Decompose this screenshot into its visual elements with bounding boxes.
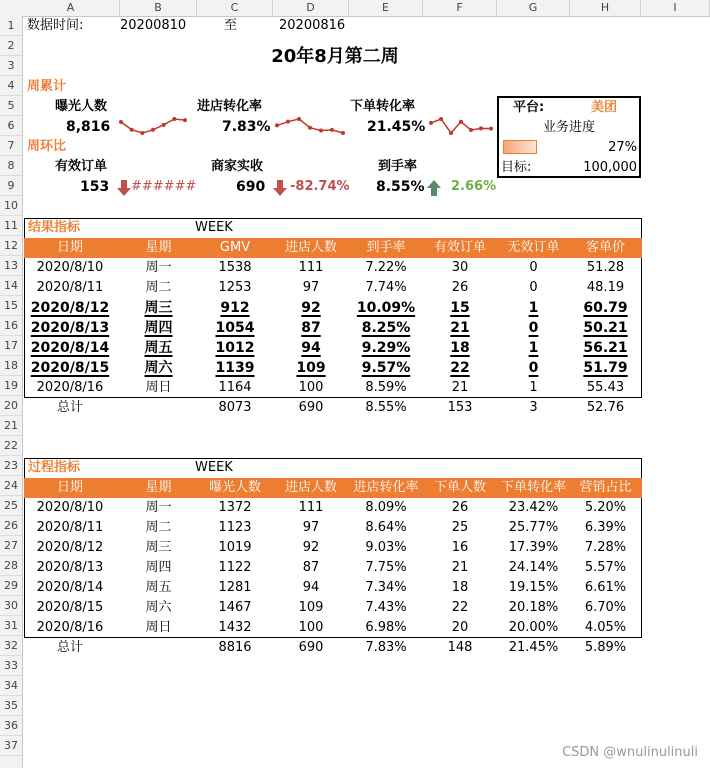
column-header: 星期 [145, 480, 172, 495]
table-cell[interactable]: 1538 [218, 260, 252, 275]
table-cell[interactable]: 8.09% [365, 500, 407, 515]
table-cell[interactable]: 55.43 [586, 380, 625, 395]
table-cell[interactable]: 111 [298, 500, 324, 515]
table-cell[interactable]: 1 [528, 300, 539, 316]
sparkline-point [489, 127, 493, 131]
table-cell[interactable]: 周三 [145, 540, 172, 555]
table-cell[interactable]: 1 [529, 380, 538, 395]
table-cell[interactable]: 18 [451, 580, 469, 595]
store-conv-label: 进店转化率 [197, 99, 263, 114]
store-conv-sparkline [273, 115, 347, 137]
row-header-6[interactable]: 6 [0, 116, 22, 136]
column-header: 日期 [56, 240, 83, 255]
column-header-e[interactable]: E [349, 0, 423, 16]
down-arrow-icon [273, 180, 287, 196]
total-cell[interactable]: 8816 [218, 640, 252, 655]
progress-label: 业务进度 [542, 120, 595, 135]
table-cell[interactable]: 8.59% [365, 380, 407, 395]
column-header: 到手率 [366, 240, 406, 255]
row-header-33[interactable]: 33 [0, 656, 22, 676]
table-cell[interactable]: 1253 [218, 280, 252, 295]
table-cell[interactable]: 1 [528, 340, 539, 356]
row-header-1[interactable]: 1 [0, 16, 22, 36]
row-header-11[interactable]: 11 [0, 216, 22, 236]
table-cell[interactable]: 25.77% [508, 520, 559, 535]
row-header-14[interactable]: 14 [0, 276, 22, 296]
sparkline-point [286, 120, 290, 124]
row-header-30[interactable]: 30 [0, 596, 22, 616]
table-cell[interactable]: 20.00% [508, 620, 559, 635]
table-cell[interactable]: 97 [302, 520, 320, 535]
column-header-d[interactable]: D [273, 0, 349, 16]
table-cell[interactable]: 94 [301, 340, 321, 356]
table-cell[interactable]: 87 [302, 560, 320, 575]
table-cell[interactable]: 16 [451, 540, 469, 555]
row-header-8[interactable]: 8 [0, 156, 22, 176]
table-cell[interactable]: 87 [301, 320, 321, 336]
table-cell[interactable]: 周五 [144, 340, 173, 356]
arrival-label: 到手率 [378, 159, 418, 174]
total-cell[interactable]: 21.45% [508, 640, 559, 655]
row-header-10[interactable]: 10 [0, 196, 22, 216]
table-cell[interactable]: 0 [529, 260, 538, 275]
column-header: 下单转化率 [500, 480, 566, 495]
row-header-17[interactable]: 17 [0, 336, 22, 356]
row-header-16[interactable]: 16 [0, 316, 22, 336]
row-header-27[interactable]: 27 [0, 536, 22, 556]
total-cell[interactable]: 52.76 [586, 400, 625, 415]
row-header-35[interactable]: 35 [0, 696, 22, 716]
table-cell[interactable]: 周日 [145, 620, 172, 635]
sparkline-point [275, 123, 279, 127]
table-cell[interactable]: 51.79 [583, 360, 628, 376]
row-header-15[interactable]: 15 [0, 296, 22, 316]
progress-bar [503, 140, 537, 154]
sparkline-point [449, 131, 453, 135]
wow-section-label: 周环比 [27, 139, 67, 154]
total-cell[interactable]: 总计 [56, 640, 83, 655]
table-cell[interactable]: 2020/8/10 [36, 260, 104, 275]
table-cell[interactable]: 1372 [218, 500, 252, 515]
table-cell[interactable]: 2020/8/11 [36, 280, 104, 295]
table-cell[interactable]: 10.09% [356, 300, 416, 316]
table-cell[interactable]: 24.14% [508, 560, 559, 575]
table-cell[interactable]: 51.28 [586, 260, 625, 275]
date-to: 至 [224, 18, 238, 33]
results-header-row [24, 238, 642, 258]
total-cell[interactable]: 153 [447, 400, 473, 415]
table-cell[interactable]: 1122 [218, 560, 252, 575]
table-cell[interactable]: 周四 [145, 560, 172, 575]
table-cell[interactable]: 100 [298, 380, 324, 395]
table-cell[interactable]: 19.15% [508, 580, 559, 595]
platform-box [497, 96, 641, 178]
table-cell[interactable]: 2020/8/13 [36, 560, 104, 575]
column-header-c[interactable]: C [197, 0, 273, 16]
process-week-label: WEEK [195, 460, 233, 475]
column-header: 进店转化率 [353, 480, 419, 495]
column-header: 星期 [145, 240, 172, 255]
row-header-5[interactable]: 5 [0, 96, 22, 116]
table-cell[interactable]: 2020/8/12 [36, 540, 104, 555]
sparkline-point [162, 123, 166, 127]
table-cell[interactable]: 2020/8/16 [36, 620, 104, 635]
row-header-4[interactable]: 4 [0, 76, 22, 96]
merchant-label: 商家实收 [211, 159, 264, 174]
table-cell[interactable]: 5.20% [584, 500, 627, 515]
table-cell[interactable]: 7.22% [365, 260, 407, 275]
table-cell[interactable]: 22 [450, 360, 470, 376]
table-cell[interactable]: 22 [451, 600, 469, 615]
platform-value: 美团 [591, 100, 618, 115]
row-header-12[interactable]: 12 [0, 236, 22, 256]
table-cell[interactable]: 周四 [144, 320, 173, 336]
table-cell[interactable]: 21 [451, 560, 469, 575]
row-header-9[interactable]: 9 [0, 176, 22, 196]
results-week-label: WEEK [195, 220, 233, 235]
table-cell[interactable]: 2020/8/13 [30, 320, 110, 336]
merchant-value: 690 [236, 179, 266, 195]
table-cell[interactable]: 9.57% [361, 360, 411, 376]
total-cell[interactable]: 690 [298, 400, 324, 415]
table-cell[interactable]: 2020/8/15 [36, 600, 104, 615]
column-header-f[interactable]: F [423, 0, 497, 16]
table-cell[interactable]: 周六 [145, 600, 172, 615]
table-cell[interactable]: 6.39% [584, 520, 627, 535]
total-cell[interactable]: 8.55% [365, 400, 407, 415]
table-cell[interactable]: 周五 [145, 580, 172, 595]
date-end[interactable]: 20200816 [279, 18, 346, 33]
table-cell[interactable]: 2020/8/14 [30, 340, 110, 356]
exposure-value: 8,816 [66, 119, 111, 135]
order-conv-value: 21.45% [367, 119, 426, 135]
table-cell[interactable]: 9.03% [365, 540, 407, 555]
report-title: 20年8月第二周 [271, 46, 399, 67]
table-cell[interactable]: 周一 [145, 500, 172, 515]
sparkline-point [308, 126, 312, 130]
table-cell[interactable]: 17.39% [508, 540, 559, 555]
total-cell[interactable]: 总计 [56, 400, 83, 415]
table-cell[interactable]: 21 [451, 380, 469, 395]
table-cell[interactable]: 7.34% [365, 580, 407, 595]
column-header: GMV [219, 240, 251, 255]
table-cell[interactable]: 2020/8/10 [36, 500, 104, 515]
column-header-bar [0, 0, 710, 17]
table-cell[interactable]: 8.64% [365, 520, 407, 535]
table-cell[interactable]: 2020/8/16 [36, 380, 104, 395]
process-header-row [24, 478, 642, 498]
table-cell[interactable]: 15 [450, 300, 470, 316]
sparkline-point [469, 128, 473, 132]
table-cell[interactable]: 周六 [144, 360, 173, 376]
table-cell[interactable]: 26 [451, 280, 469, 295]
progress-value: 27% [608, 140, 637, 155]
column-header: 营销占比 [579, 480, 632, 495]
row-header-36[interactable]: 36 [0, 716, 22, 736]
column-header: 日期 [56, 480, 83, 495]
column-header: 无效订单 [507, 240, 560, 255]
target-label: 目标: [501, 160, 532, 175]
table-cell[interactable]: 周二 [145, 520, 172, 535]
row-header-21[interactable]: 21 [0, 416, 22, 436]
table-cell[interactable]: 1281 [218, 580, 252, 595]
row-header-3[interactable]: 3 [0, 56, 22, 76]
table-cell[interactable]: 48.19 [586, 280, 625, 295]
table-cell[interactable]: 7.43% [365, 600, 407, 615]
table-cell[interactable]: 1164 [218, 380, 252, 395]
sparkline-point [151, 128, 155, 132]
results-section-label: 结果指标 [28, 220, 81, 235]
table-cell[interactable]: 2020/8/12 [30, 300, 110, 316]
table-cell[interactable]: 1467 [218, 600, 252, 615]
valid-orders-change: ###### [131, 179, 197, 194]
table-cell[interactable]: 109 [298, 600, 324, 615]
column-header-b[interactable]: B [120, 0, 197, 16]
table-cell[interactable]: 6.98% [365, 620, 407, 635]
table-cell[interactable]: 1019 [218, 540, 252, 555]
exposure-label: 曝光人数 [55, 99, 108, 114]
table-cell[interactable]: 2020/8/11 [36, 520, 104, 535]
table-cell[interactable]: 2020/8/14 [36, 580, 104, 595]
table-cell[interactable]: 97 [302, 280, 320, 295]
merchant-change: -82.74% [290, 179, 350, 194]
row-header-7[interactable]: 7 [0, 136, 22, 156]
up-arrow-icon [427, 180, 441, 196]
row-header-32[interactable]: 32 [0, 636, 22, 656]
arrival-change: 2.66% [451, 179, 497, 194]
table-cell[interactable]: 23.42% [508, 500, 559, 515]
row-header-bar [0, 16, 23, 768]
column-header: 进店人数 [284, 480, 337, 495]
table-cell[interactable]: 26 [451, 500, 469, 515]
table-cell[interactable]: 1054 [215, 320, 255, 336]
table-cell[interactable]: 92 [302, 540, 320, 555]
table-cell[interactable]: 21 [450, 320, 470, 336]
column-header-i[interactable]: I [641, 0, 710, 16]
sparkline-point [439, 117, 443, 121]
sparkline-point [341, 131, 345, 135]
table-cell[interactable]: 1012 [215, 340, 255, 356]
table-cell[interactable]: 9.29% [361, 340, 411, 356]
row-header-24[interactable]: 24 [0, 476, 22, 496]
table-cell[interactable]: 30 [451, 260, 469, 275]
row-header-23[interactable]: 23 [0, 456, 22, 476]
process-section-label: 过程指标 [28, 460, 81, 475]
row-header-29[interactable]: 29 [0, 576, 22, 596]
watermark: CSDN @wnulinulinuli [562, 745, 698, 760]
sparkline-point [130, 128, 134, 132]
column-header: 下单人数 [433, 480, 486, 495]
down-arrow-icon [117, 180, 131, 196]
row-header-13[interactable]: 13 [0, 256, 22, 276]
sparkline-point [319, 129, 323, 133]
table-cell[interactable]: 56.21 [583, 340, 628, 356]
table-cell[interactable]: 4.05% [584, 620, 627, 635]
row-header-25[interactable]: 25 [0, 496, 22, 516]
table-cell[interactable]: 8.25% [361, 320, 411, 336]
sparkline-point [429, 121, 433, 125]
column-header: 有效订单 [433, 240, 486, 255]
table-cell[interactable]: 7.74% [365, 280, 407, 295]
total-cell[interactable] [120, 638, 197, 658]
weekly-section-label: 周累计 [27, 79, 67, 94]
table-cell[interactable]: 912 [220, 300, 250, 316]
row-header-31[interactable]: 31 [0, 616, 22, 636]
arrival-value: 8.55% [376, 179, 425, 195]
store-conv-value: 7.83% [222, 119, 271, 135]
column-header: 客单价 [585, 240, 625, 255]
row-header-37[interactable]: 37 [0, 736, 22, 756]
total-cell[interactable]: 5.89% [584, 640, 627, 655]
date-label: 数据时间: [27, 18, 84, 33]
sparkline-point [172, 117, 176, 121]
table-cell[interactable]: 100 [298, 620, 324, 635]
sparkline-point [119, 120, 123, 124]
row-header-2[interactable]: 2 [0, 36, 22, 56]
table-cell[interactable]: 7.75% [365, 560, 407, 575]
total-cell[interactable]: 690 [298, 640, 324, 655]
platform-label: 平台: [513, 100, 545, 115]
table-cell[interactable]: 周一 [145, 260, 172, 275]
table-cell[interactable]: 60.79 [583, 300, 628, 316]
table-cell[interactable]: 1432 [218, 620, 252, 635]
row-header-18[interactable]: 18 [0, 356, 22, 376]
table-cell[interactable]: 0 [528, 320, 539, 336]
row-header-19[interactable]: 19 [0, 376, 22, 396]
table-cell[interactable]: 18 [450, 340, 470, 356]
date-start[interactable]: 20200810 [120, 18, 187, 33]
table-cell[interactable]: 6.70% [584, 600, 627, 615]
table-cell[interactable]: 0 [528, 360, 539, 376]
sparkline-point [183, 118, 187, 122]
column-header-a[interactable]: A [22, 0, 120, 16]
total-cell[interactable]: 7.83% [365, 640, 407, 655]
table-cell[interactable]: 92 [301, 300, 321, 316]
order-conv-sparkline [427, 115, 495, 137]
table-cell[interactable]: 6.61% [584, 580, 627, 595]
sparkline-point [297, 117, 301, 121]
total-cell[interactable]: 148 [447, 640, 473, 655]
total-cell[interactable]: 3 [529, 400, 538, 415]
total-cell[interactable]: 8073 [218, 400, 252, 415]
table-cell[interactable]: 111 [298, 260, 324, 275]
row-header-34[interactable]: 34 [0, 676, 22, 696]
column-header: 进店人数 [284, 240, 337, 255]
table-cell[interactable]: 0 [529, 280, 538, 295]
table-cell[interactable]: 1139 [215, 360, 255, 376]
table-cell[interactable]: 20.18% [508, 600, 559, 615]
row-header-22[interactable]: 22 [0, 436, 22, 456]
table-cell[interactable]: 109 [296, 360, 326, 376]
sparkline-point [459, 120, 463, 124]
table-cell[interactable]: 20 [451, 620, 469, 635]
table-cell[interactable]: 周二 [145, 280, 172, 295]
column-header-g[interactable]: G [497, 0, 570, 16]
row-header-26[interactable]: 26 [0, 516, 22, 536]
table-cell[interactable]: 2020/8/15 [30, 360, 110, 376]
table-cell[interactable]: 7.28% [584, 540, 627, 555]
table-cell[interactable]: 25 [451, 520, 469, 535]
table-cell[interactable]: 50.21 [583, 320, 628, 336]
row-header-20[interactable]: 20 [0, 396, 22, 416]
table-cell[interactable]: 周日 [145, 380, 172, 395]
total-cell[interactable] [120, 398, 197, 418]
table-cell[interactable]: 1123 [218, 520, 252, 535]
exposure-sparkline [117, 115, 189, 137]
sparkline-point [330, 128, 334, 132]
order-conv-label: 下单转化率 [350, 99, 416, 114]
row-header-28[interactable]: 28 [0, 556, 22, 576]
target-value: 100,000 [583, 160, 637, 175]
sparkline-point [140, 131, 144, 135]
table-cell[interactable]: 5.57% [584, 560, 627, 575]
table-cell[interactable]: 94 [302, 580, 320, 595]
sparkline-point [479, 126, 483, 130]
table-cell[interactable]: 周三 [144, 300, 173, 316]
column-header: 曝光人数 [208, 480, 261, 495]
valid-orders-label: 有效订单 [55, 159, 108, 174]
column-header-h[interactable]: H [570, 0, 641, 16]
valid-orders-value: 153 [80, 179, 110, 195]
